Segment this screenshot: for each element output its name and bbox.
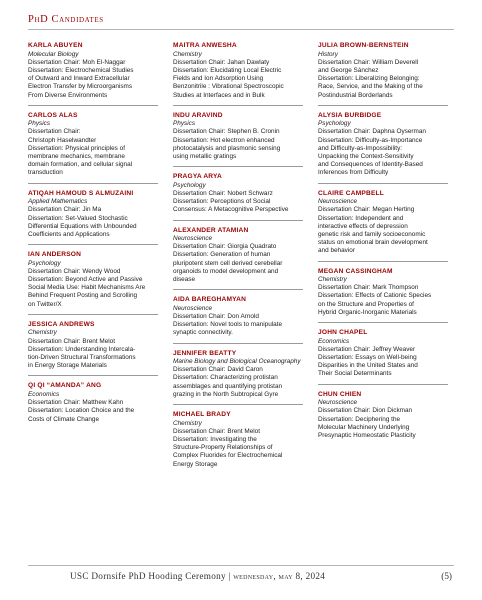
candidate-department: Applied Mathematics xyxy=(28,198,88,206)
dissertation-line: synaptic connectivity. xyxy=(173,329,233,337)
candidate-name: INDU ARAVIND xyxy=(173,111,223,119)
entry-divider xyxy=(173,166,303,167)
dissertation-line: Studies at Interfaces and in Bulk xyxy=(173,91,265,99)
dissertation-line: organoids to model development and xyxy=(173,267,279,275)
candidate-name: AIDA BAREGHAMYAN xyxy=(173,296,247,304)
candidate-entry xyxy=(173,227,303,285)
candidate-name: ATIQAH HAMOUD S ALMUZAINI xyxy=(28,189,134,197)
candidate-entry xyxy=(28,321,158,371)
dissertation-line: Dissertation Chair: xyxy=(28,128,81,136)
entry-divider xyxy=(28,375,158,376)
dissertation-line: Molecular Machinery Underlying xyxy=(318,423,410,431)
dissertation-line: Dissertation Chair: Jeffrey Weaver xyxy=(318,345,416,353)
candidate-entry xyxy=(318,391,448,441)
dissertation-line: Dissertation Chair: Mark Thompson xyxy=(318,284,419,292)
candidate-entry xyxy=(28,112,158,178)
candidate-name: CLAIRE CAMPBELL xyxy=(318,189,385,197)
dissertation-line: Presynaptic Homeostatic Plasticity xyxy=(318,431,416,439)
candidate-name: JENNIFER BEATTY xyxy=(173,349,237,357)
footer-divider xyxy=(28,565,454,566)
dissertation-line: Dissertation: Hot electron enhanced xyxy=(173,136,275,144)
dissertation-line: Dissertation Chair: Matthew Kahn xyxy=(28,399,124,407)
dissertation-line: Postindustrial Borderlands xyxy=(318,91,393,99)
entry-divider xyxy=(28,183,158,184)
entry-divider xyxy=(318,322,448,323)
candidate-name: QI QI “AMANDA” ANG xyxy=(28,382,102,390)
candidate-entry xyxy=(173,411,303,469)
dissertation-line: Race, Service, and the Making of the xyxy=(318,83,423,91)
candidate-department: Economics xyxy=(318,337,350,345)
candidate-entry xyxy=(28,251,158,309)
dissertation-line: Dissertation Chair: Don Arnold xyxy=(173,312,259,320)
dissertation-line: assemblages and quantifying protistan xyxy=(173,382,283,390)
candidate-department: Chemistry xyxy=(318,276,347,284)
dissertation-line: of Outward and Inward Extracellular xyxy=(28,75,130,83)
candidates-column-1 xyxy=(28,42,158,424)
dissertation-line: Dissertation Chair: Moh El-Naggar xyxy=(28,58,126,66)
candidates-column-3 xyxy=(318,42,448,440)
candidate-department: Neuroscience xyxy=(173,304,213,312)
dissertation-line: Dissertation Chair: Stephen B. Cronin xyxy=(173,128,280,136)
dissertation-line: Dissertation: Deciphering the xyxy=(318,415,401,423)
dissertation-line: Dissertation Chair: David Caron xyxy=(173,366,263,374)
header-divider xyxy=(28,29,454,30)
dissertation-line: Dissertation Chair: Daphna Oyserman xyxy=(318,128,426,136)
dissertation-line: transduction xyxy=(28,169,63,177)
dissertation-line: and Difficulty-as-Impossibility: xyxy=(318,144,403,152)
dissertation-line: Dissertation Chair: Wendy Wood xyxy=(28,267,121,275)
dissertation-line: Complex Fluorides for Electrochemical xyxy=(173,452,283,460)
candidate-entry xyxy=(318,329,448,379)
candidate-department: History xyxy=(318,50,338,58)
entry-divider xyxy=(28,244,158,245)
dissertation-line: Unpacking the Context-Sensitivity xyxy=(318,153,414,161)
dissertation-line: From Diverse Environments xyxy=(28,91,108,99)
candidate-entry xyxy=(28,382,158,423)
dissertation-line: grazing in the North Subtropical Gyre xyxy=(173,390,279,398)
dissertation-line: status on emotional brain development xyxy=(318,239,428,247)
candidates-column-2 xyxy=(173,42,303,469)
candidate-name: CARLOS ALAS xyxy=(28,111,78,119)
dissertation-line: and behavior xyxy=(318,247,355,255)
dissertation-line: Dissertation: Essays on Well-being xyxy=(318,353,417,361)
footer-date: wednesday, may 8, 2024 xyxy=(233,571,326,581)
dissertation-line: Dissertation Chair: Megan Herting xyxy=(318,206,415,214)
candidate-name: PRAGYA ARYA xyxy=(173,173,222,181)
candidate-department: Molecular Biology xyxy=(28,50,79,58)
candidate-department: Chemistry xyxy=(173,50,202,58)
dissertation-line: Christoph Haselwandter xyxy=(28,136,97,144)
candidate-department: Neuroscience xyxy=(318,198,358,206)
entry-divider xyxy=(318,183,448,184)
candidate-name: ALYSIA BURBIDGE xyxy=(318,111,382,119)
dissertation-line: genetic risk and family socioeconomic xyxy=(318,230,426,238)
dissertation-line: Dissertation: Location Choice and the xyxy=(28,407,135,415)
dissertation-line: Dissertation: Elucidating Local Electric xyxy=(173,66,282,74)
entry-divider xyxy=(173,404,303,405)
candidate-entry xyxy=(318,268,448,318)
dissertation-line: Benzonitrile : Vibrational Spectroscopic xyxy=(173,83,284,91)
candidate-department: Neuroscience xyxy=(173,235,213,243)
candidate-entry xyxy=(318,190,448,256)
dissertation-line: Dissertation Chair: William Deverell xyxy=(318,58,419,66)
entry-divider xyxy=(173,105,303,106)
candidate-department: Psychology xyxy=(318,120,351,128)
dissertation-line: Costs of Climate Change xyxy=(28,415,100,423)
dissertation-line: tion-Driven Structural Transformations xyxy=(28,353,136,361)
dissertation-line: Dissertation: Novel tools to manipulate xyxy=(173,321,283,329)
candidate-name: JOHN CHAPEL xyxy=(318,329,368,337)
dissertation-line: Dissertation: Set-Valued Stochastic xyxy=(28,214,128,222)
dissertation-line: and Consequences of Identity-Based xyxy=(318,161,423,169)
dissertation-line: pluripotent stem cell derived cerebellar xyxy=(173,259,283,267)
dissertation-line: domain formation, and cellular signal xyxy=(28,161,133,169)
dissertation-line: and George Sánchez xyxy=(318,66,379,74)
candidate-entry xyxy=(173,173,303,214)
candidate-department: Psychology xyxy=(28,259,61,267)
candidate-name: CHUN CHIEN xyxy=(318,390,362,398)
entry-divider xyxy=(28,314,158,315)
candidate-name: IAN ANDERSON xyxy=(28,251,82,259)
candidate-entry xyxy=(28,42,158,100)
candidate-department: Neuroscience xyxy=(318,399,358,407)
dissertation-line: Dissertation Chair: Giorgia Quadrato xyxy=(173,243,277,251)
entry-divider xyxy=(318,384,448,385)
dissertation-line: in Energy Storage Materials xyxy=(28,362,107,370)
candidate-department: Chemistry xyxy=(28,329,57,337)
dissertation-line: membrane mechanics, membrane xyxy=(28,153,125,161)
candidate-entry xyxy=(173,112,303,162)
dissertation-line: Fields and Ion Adsorption Using xyxy=(173,75,264,83)
dissertation-line: disease xyxy=(173,276,196,284)
dissertation-line: Dissertation: Perceptions of Social xyxy=(173,198,271,206)
dissertation-line: Dissertation Chair: Nobert Schwarz xyxy=(173,189,273,197)
dissertation-line: Dissertation: Understanding Intercala- xyxy=(28,345,136,353)
candidate-entry xyxy=(318,112,448,178)
dissertation-line: Dissertation Chair: Jin Ma xyxy=(28,206,102,214)
entry-divider xyxy=(318,261,448,262)
candidate-entry xyxy=(318,42,448,100)
dissertation-line: Dissertation: Electrochemical Studies xyxy=(28,66,134,74)
footer-text xyxy=(70,571,325,581)
dissertation-line: Dissertation: Investigating the xyxy=(173,436,257,443)
dissertation-line: on the Structure and Properties of xyxy=(318,300,414,308)
dissertation-line: on Twitter/X xyxy=(28,300,62,308)
dissertation-line: Energy Storage xyxy=(173,460,218,468)
entry-divider xyxy=(173,220,303,221)
candidate-department: Physics xyxy=(173,120,196,128)
dissertation-line: Social Media Use: Habit Mechanisms Are xyxy=(28,284,146,292)
candidate-entry xyxy=(28,190,158,240)
candidate-department: Economics xyxy=(28,390,60,398)
dissertation-line: Dissertation: Independent and xyxy=(318,214,404,222)
dissertation-line: Dissertation: Difficulty-as-Importance xyxy=(318,136,423,144)
dissertation-line: Dissertation: Characterizing protistan xyxy=(173,374,278,382)
candidate-name: ALEXANDER ATAMIAN xyxy=(173,226,249,234)
footer-title: USC Dornsife PhD Hooding Ceremony | xyxy=(70,571,234,581)
dissertation-line: photocatalysis and plasmonic sensing xyxy=(173,144,281,152)
candidate-department: Physics xyxy=(28,120,51,128)
entry-divider xyxy=(173,289,303,290)
candidate-name: MEGAN CASSINGHAM xyxy=(318,267,393,275)
dissertation-line: Inferences from Difficulty xyxy=(318,169,389,177)
dissertation-line: Dissertation: Physical principles of xyxy=(28,144,125,152)
dissertation-line: Dissertation: Beyond Active and Passive xyxy=(28,276,143,284)
dissertation-line: Dissertation Chair: Brent Melot xyxy=(28,337,116,345)
dissertation-line: Consensus: A Metacognitive Perspective xyxy=(173,206,289,214)
candidate-name: MICHAEL BRADY xyxy=(173,411,231,419)
candidate-name: JULIA BROWN-BERNSTEIN xyxy=(318,42,409,49)
page-title: PhD Candidates xyxy=(28,14,104,25)
dissertation-line: Dissertation Chair: Brent Melot xyxy=(173,427,261,435)
candidate-name: KARLA ABUYEN xyxy=(28,42,83,49)
candidate-name: MAITRA ANWESHA xyxy=(173,42,237,49)
dissertation-line: Disparities in the United States and xyxy=(318,362,418,370)
dissertation-line: Dissertation Chair: Dion Dickman xyxy=(318,407,413,415)
dissertation-line: Dissertation Chair: Jahan Dawlaty xyxy=(173,58,270,66)
dissertation-line: Structure-Property Relationships of xyxy=(173,444,273,452)
dissertation-line: Coefficients and Applications xyxy=(28,230,110,238)
candidate-department: Psychology xyxy=(173,181,206,189)
dissertation-line: Behind Frequent Posting and Scrolling xyxy=(28,292,138,300)
candidate-name: JESSICA ANDREWS xyxy=(28,320,95,328)
candidate-entry xyxy=(173,296,303,337)
dissertation-line: interactive effects of depression xyxy=(318,222,408,230)
candidate-department: Marine Biology and Biological Oceanography xyxy=(173,358,301,366)
entry-divider xyxy=(28,105,158,106)
dissertation-line: Hybrid Organic-Inorganic Materials xyxy=(318,308,417,316)
candidate-department: Chemistry xyxy=(173,419,202,427)
dissertation-line: Dissertation: Liberalizing Belonging: xyxy=(318,75,420,83)
dissertation-line: Dissertation: Effects of Cationic Species xyxy=(318,292,432,300)
entry-divider xyxy=(173,343,303,344)
dissertation-line: Dissertation: Generation of human xyxy=(173,251,271,259)
dissertation-line: Their Social Determinants xyxy=(318,370,392,378)
candidate-entry xyxy=(173,350,303,400)
candidate-entry xyxy=(173,42,303,100)
page-number: (5) xyxy=(441,571,452,581)
dissertation-line: using metallic gratings xyxy=(173,153,237,161)
dissertation-line: Electron Transfer by Microorganisms xyxy=(28,83,133,91)
entry-divider xyxy=(318,105,448,106)
dissertation-line: Differential Equations with Unbounded xyxy=(28,222,137,230)
